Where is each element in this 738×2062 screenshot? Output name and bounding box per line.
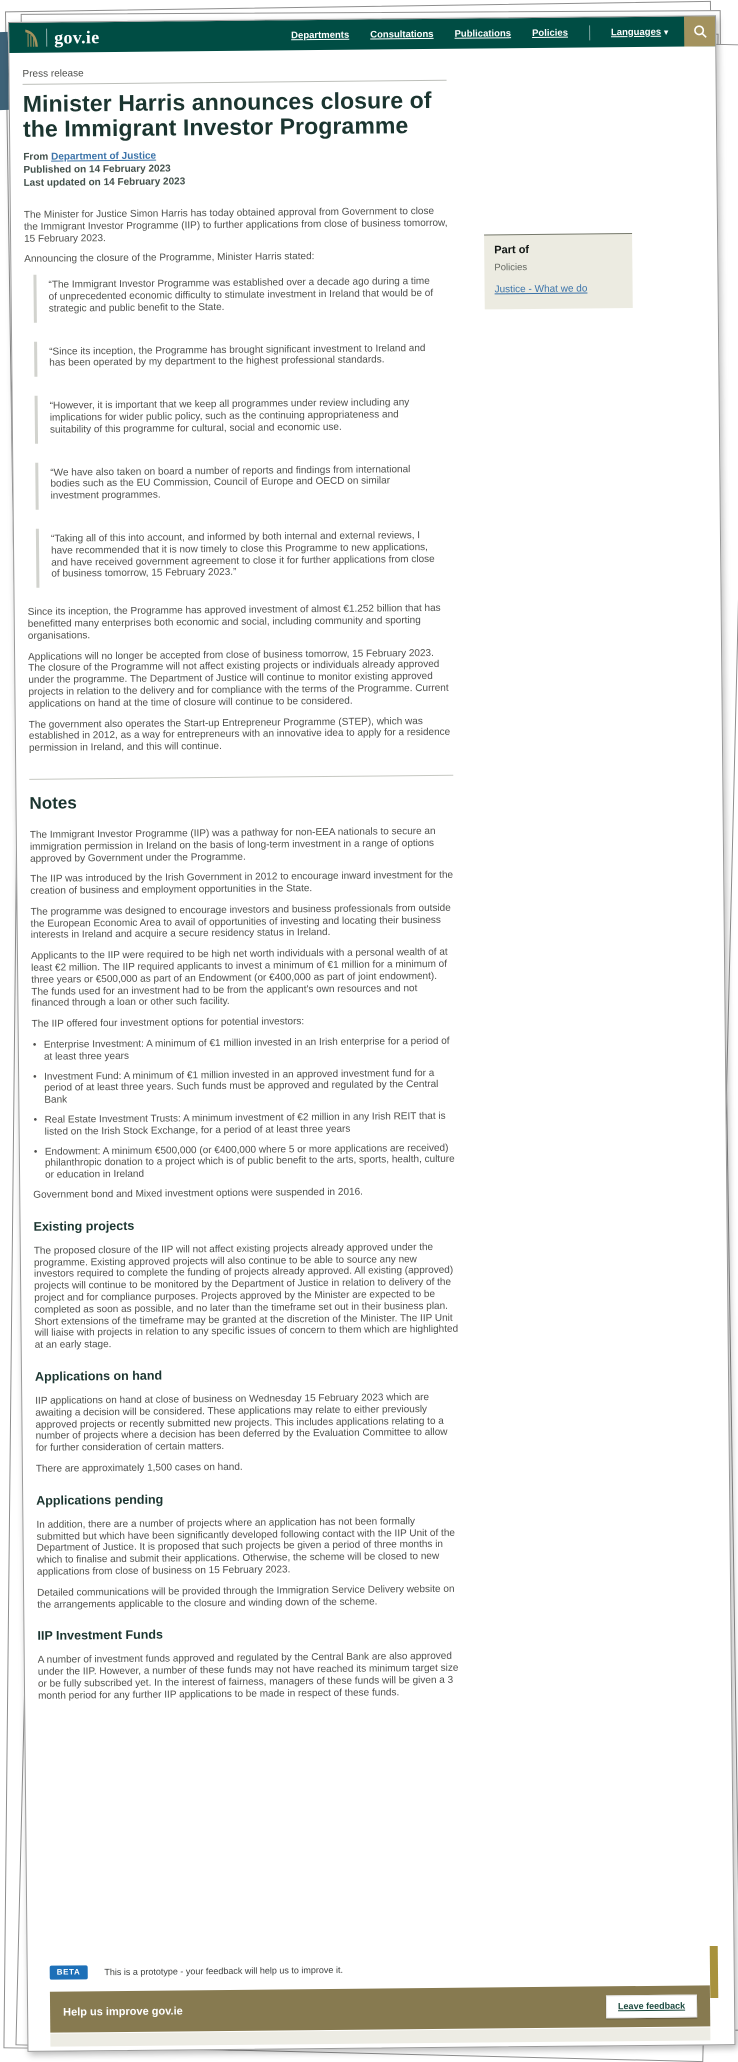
brand-wordmark: gov.ie — [54, 26, 100, 48]
part-of-title: Part of — [494, 244, 530, 257]
page-sheet — [8, 15, 735, 2052]
existing-projects-heading: Existing projects — [33, 1218, 135, 1234]
body-paragraph: The government also operates the Start-up Entrepreneur Programme (STEP), which was established in 2012, as a way for entrepreneurs with an innovative idea to apply for a residence permission in Ireland, and this will continue. — [28, 715, 451, 754]
list-item: • Enterprise Investment: A minimum of €1 million invested in an Irish enterprise for a period of at least three years — [32, 1036, 456, 1064]
notes-heading: Notes — [29, 793, 77, 813]
page-footer — [28, 1949, 735, 2051]
investment-options-list — [32, 1036, 457, 1182]
minister-quote — [35, 458, 447, 509]
nav-divider — [589, 25, 590, 40]
applications-pending-heading: Applications pending — [36, 1492, 164, 1508]
body-paragraph: There are approximately 1,500 cases on hand. — [35, 1461, 243, 1475]
beta-badge: BETA — [50, 1965, 88, 1979]
page-content — [9, 46, 733, 1956]
page-title: Minister Harris announces closure of the Immigrant Investor Programme — [22, 86, 432, 142]
intro-paragraph: Announcing the closure of the Programme, Minister Harris stated: — [24, 251, 315, 266]
body-paragraph: Since its inception, the Programme has approved investment of almost €1.252 billion that has benefitted many enterprises both economic and social, including community and sporting organisations. — [27, 603, 441, 642]
applications-on-hand-heading: Applications on hand — [34, 1368, 163, 1384]
article-meta — [23, 144, 703, 190]
notes-paragraph: The Immigrant Investor Programme (IIP) was a pathway for non-EEA nationals to secure an immigration permission in Ireland on the basis of long-term investment in a range of options approved by Government under the Programme. — [29, 825, 436, 865]
list-item: • Real Estate Investment Trusts: A minimum investment of €2 million in any Irish REIT that is listed on the Irish Stock Exchange, for a period of at least three years — [32, 1111, 456, 1139]
meta-published: Published on 14 February 2023 — [23, 163, 171, 176]
part-of-category: Policies — [494, 262, 528, 274]
background-banner-edge — [710, 1946, 719, 1998]
beta-text: This is a prototype - your feedback will help us to improve it. — [104, 1964, 343, 1978]
meta-updated: Last updated on 14 February 2023 — [23, 176, 186, 189]
minister-quote — [33, 271, 445, 322]
notes-paragraph: Government bond and Mixed investment options were suspended in 2016. — [33, 1186, 363, 1201]
nav-link-consultations[interactable]: Consultations — [370, 28, 434, 41]
nav-link-publications[interactable]: Publications — [454, 27, 512, 40]
intro-paragraph: The Minister for Justice Simon Harris has today obtained approval from Government to close the Immigrant Investor Programme (IIP) to further applications from close of business tomorrow, 15 February 2023. — [23, 205, 448, 245]
feedback-banner — [50, 1985, 710, 2032]
iip-investment-funds-heading: IIP Investment Funds — [37, 1627, 164, 1644]
notes-paragraph: The IIP was introduced by the Irish Government in 2012 to encourage inward investment for the creation of business and employment opportunities in the State. — [30, 870, 454, 897]
quote-text: “Taking all of this into account, and informed by both internal and external reviews, I have recommended that it is now timely to close this Programme to new applications, and have received government agreement to close it for further applications from close of business tomorrow, 15 February 2023.” — [50, 530, 435, 580]
search-icon — [693, 24, 707, 38]
notes-paragraph: Applicants to the IIP were required to be high net worth individuals with a personal wealth of at least €2 million. The IIP required applicants to invest a minimum of €1 million for a minimum of three years or €500,000 as part of an Endowment (or €400,000 as part of joint endowment). The funds used for an investment had to be from the applicant's own resources and not financed through a loan or other such facility. — [30, 947, 448, 1010]
list-item: • Endowment: A minimum €500,000 (or €400,000 where 5 or more applications are received) philanthropic donation to a project which is of public benefit to the arts, sports, health, culture or education in Ireland — [33, 1142, 457, 1181]
nav-link-departments[interactable]: Departments — [291, 29, 350, 41]
minister-quote — [35, 392, 447, 443]
feedback-banner-title: Help us improve gov.ie — [63, 2004, 183, 2019]
meta-from-label: From — [23, 151, 49, 163]
body-paragraph: The proposed closure of the IIP will not affect existing projects already approved under the programme. Existing approved projects will also continue to be able to source any new investors required to complete the funding of projects already approved. All existing (approved) projects will continue to be monitored by the Department of Justice in relation to delivery of the project and for compliance purposes. Projects approved by the Minister are expected to be completed as soon as possible, and no later than the timeframe set out in their business plan. Short extensions of the timeframe may be granted at the discretion of the Minister. The IIP Unit will liaise with projects in relation to any specific issues of concern to them which are highlighted at an early stage. — [33, 1241, 459, 1352]
quote-text: “The Immigrant Investor Programme was established over a decade ago during a time of unprecedented economic difficulty to stimulate investment in Ireland that would be of strategic and public benefit to the State. — [48, 276, 434, 315]
quote-text: “However, it is important that we keep all programmes under review including any implications for wider public policy, such as the continuing appropriateness and suitability of this programme for cultural, social and economic use. — [49, 397, 410, 436]
notes-paragraph: The programme was designed to encourage investors and business professionals from outside the European Economic Area to avail of opportunities of investing and locating their business interests in Ireland and acquire a secure residency status in Ireland. — [30, 902, 451, 942]
body-paragraph: A number of investment funds approved and regulated by the Central Bank are also approved under the IIP. However, a number of these funds may not have reached its minimum target size or be fully subscribed yet. In the interest of fairness, managers of these funds will be given a 3 month period for any further IIP applications to be made in respect of these funds. — [37, 1651, 459, 1702]
section-divider — [29, 775, 453, 780]
nav-link-policies[interactable]: Policies — [531, 27, 569, 39]
chevron-down-icon: ▾ — [664, 27, 669, 37]
body-paragraph: IIP applications on hand at close of business on Wednesday 15 February 2023 which are awaiting a decision will be considered. These applications may relate to either previously approved projects or recently submitted new projects. This includes applications relating to a number of projects where a decision has been deferred by the Evaluation Committee to allow for further consideration of certain matters. — [35, 1392, 448, 1454]
brand-divider — [46, 29, 47, 47]
quote-text: “Since its inception, the Programme has brought significant investment to Ireland and has been operated by my department to the highest professional standards. — [49, 342, 426, 369]
minister-quote — [36, 525, 449, 588]
quote-text: “We have also taken on board a number of reports and findings from international bodies such as the EU Commission, Council of Europe and OECD on similar investment programmes. — [50, 463, 411, 502]
nav-link-languages-label: Languages — [610, 26, 662, 38]
minister-quote — [34, 337, 446, 377]
part-of-link[interactable]: Justice - What we do — [494, 283, 588, 296]
body-paragraph: Applications will no longer be accepted from close of business tomorrow, 15 February 2023. The closure of the Programme will not affect existing projects or individuals already approved under the programme. The Department of Justice will continue to monitor existing approved projects in relation to the delivery and for compliance with the terms of the Programme. Current applications on hand at the time of closure will continue to be considered. — [28, 647, 449, 710]
body-paragraph: In addition, there are a number of projects where an application has not been formally submitted but which have been significantly developed following contact with the IIP Unit of the Department of Justice. It is proposed that such projects be given a period of three months in which to finalise and submit their applications. Otherwise, the scheme will be closed to new applications from close of business on 15 February 2023. — [36, 1515, 455, 1578]
content-type-label: Press release — [22, 65, 446, 85]
notes-paragraph: The IIP offered four investment options for potential investors: — [31, 1016, 305, 1031]
harp-icon — [24, 28, 39, 47]
nav-dropdown-languages[interactable] — [611, 26, 668, 38]
search-button[interactable] — [684, 16, 715, 46]
govie-logo[interactable] — [24, 27, 100, 49]
part-of-box — [484, 233, 633, 309]
leave-feedback-button[interactable]: Leave feedback — [606, 1994, 697, 2018]
list-item: • Investment Fund: A minimum of €1 million invested in an approved investment fund for a period of at least three years. Such funds must be approved and regulated by the Central Bank — [32, 1067, 456, 1106]
body-paragraph: Detailed communications will be provided through the Immigration Service Delivery website on the arrangements applicable to the closure and winding down of the scheme. — [37, 1583, 455, 1611]
department-link[interactable]: Department of Justice — [51, 150, 157, 163]
main-navigation — [291, 24, 668, 43]
